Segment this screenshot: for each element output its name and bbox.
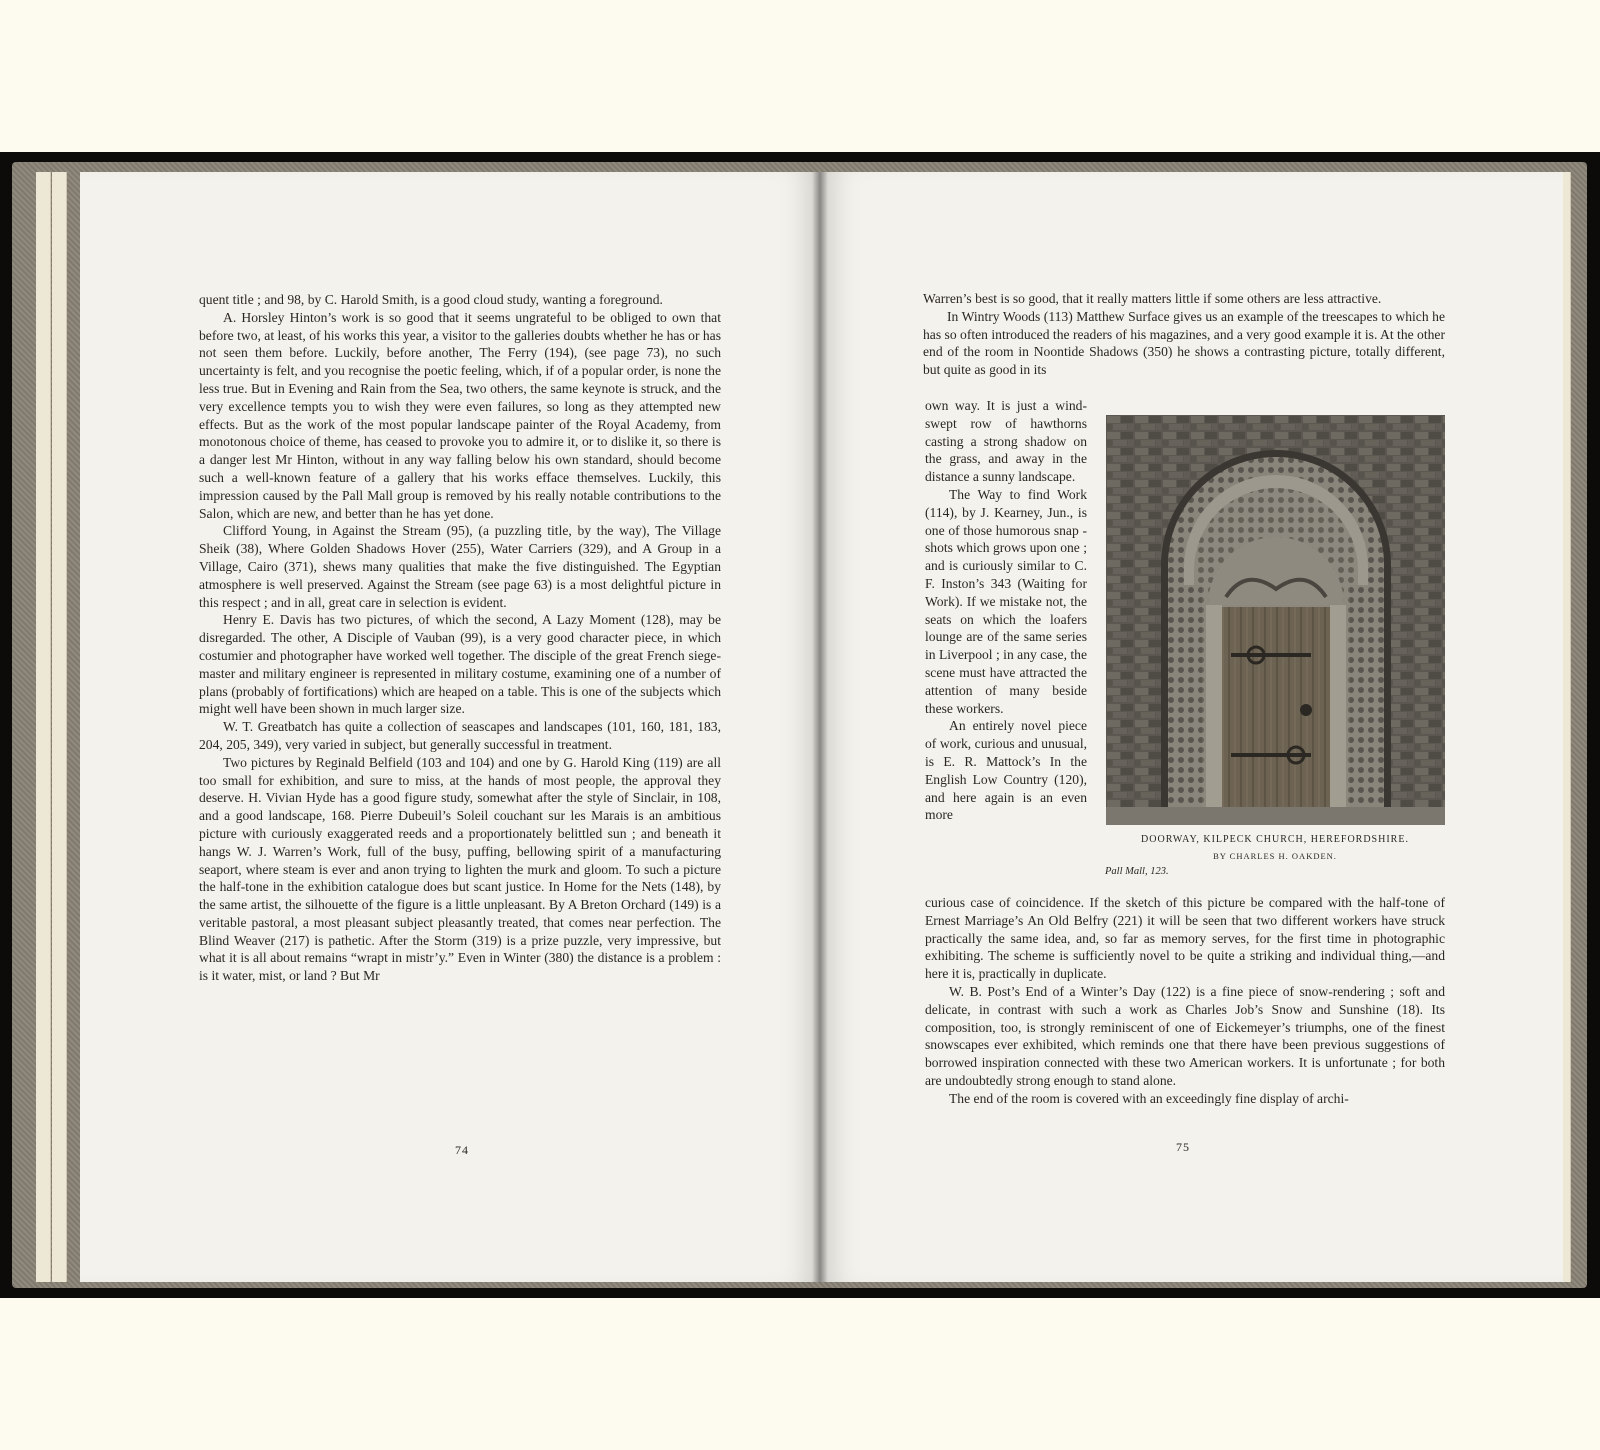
page-edges-left-inner [52, 172, 67, 1282]
paragraph: The Way to find Work (114), by J. Kearney, Jun., is one of those humorous snap - shots which grows upon one ; and is curiously similar to C. F. Inston’s 343 (Waiting for Work). If we mistake not, the seats on which the loafers lounge are of the same series in Liverpool ; in any case, the scene must have attracted the attention of many beside these workers. [925, 486, 1087, 716]
paragraph: Warren’s best is so good, that it really matters little if some others are less attractive. [923, 291, 1382, 306]
paragraph: W. T. Greatbatch has quite a collection of seascapes and landscapes (101, 160, 181, 183, 204, 205, 349), very varied in subject, but generally successful in treatment. [199, 719, 721, 752]
paragraph: curious case of coincidence. If the sketch of this picture be compared with the half-tone of Ernest Marriage’s An Old Belfry (221) it will be seen that two different workers have struck practically the same idea, and, so far as memory serves, for the first time in photographic exhibiting. The scheme is sufficiently novel to be quite a striking and individual thing,—and here it is, practically in duplicate. [925, 895, 1445, 982]
plate-caption-author: BY CHARLES H. OAKDEN. [1213, 851, 1337, 861]
paragraph: Two pictures by Reginald Belfield (103 and 104) and one by G. Harold King (119) are all too small for exhibition, and sure to miss, at the hands of most people, the approval they deserve. H. Vivian Hyde has a good figure study, somewhat after the style of Sinclair, in 108, and a good landscape, 168. Pierre Dubeuil’s Soleil couchant sur les Marais is an ambitious picture with curiously exaggerated reeds and a proportionately belittled sun ; and beneath it hangs W. J. Warren’s Work, full of the busy, puffing, bellowing spirit of a manufacturing seaport, where steam is ever and anon trying to lighten the murk and gloom. To such a picture the half-tone in the exhibition catalogue does but scant justice. In Home for the Nets (148), by the same artist, the silhouette of the figure is a little unpleasant. By A Breton Orchard (149) is a veritable pastoral, a most pleasant subject pleasantly treated, that comes near perfection. The Blind Weaver (217) is pathetic. After the Storm (319) is a prize puzzle, very impressive, but what it is all about remains “wrapt in mistr’y.” Even in Winter (380) the distance is a problem : is it water, mist, or land ? But Mr [199, 754, 721, 984]
right-page-top-text [923, 290, 1445, 379]
left-page-text [199, 291, 721, 985]
right-page-bottom-text [925, 894, 1445, 1108]
plate-credit: Pall Mall, 123. [1105, 866, 1169, 877]
paragraph: An entirely novel piece of work, curious and unusual, is E. R. Mattock’s In the English Low Country (120), and here again is an even more [925, 718, 1087, 823]
paragraph: own way. It is just a wind-swept row of hawthorns casting a strong shadow on the grass, and away in the distance a sunny landscape. [925, 398, 1087, 485]
right-page-narrow-column [925, 397, 1087, 824]
paragraph: Henry E. Davis has two pictures, of which the second, A Lazy Moment (128), may be disregarded. The other, A Disciple of Vauban (99), is a very good character piece, in which costumier and photographer have worked well together. The disciple of the great French siege-master and military engineer is represented in military costume, examining one of a number of plans (probably of fortifications) which are heaped on a table. This is one of the subjects which might well have been shown in much larger size. [199, 612, 721, 717]
paragraph: A. Horsley Hinton’s work is so good that it seems ungrateful to be obliged to own that before two, at least, of his works this year, a visitor to the galleries doubts whether he has or has not seen them before. Luckily, before another, The Ferry (194), (see page 73), no such uncertainty is felt, and you recognise the poetic feeling, which, if of a popular order, is none the less true. But in Evening and Rain from the Sea, two others, the same keynote is struck, and the very excellence tempts you to wish they were even failures, so long as they attempted new effects. But as the work of the most popular landscape painter of the Royal Academy, from monotonous choice of theme, has ceased to provoke you to admire it, or to dislike it, so there is a danger lest Mr Hinton, without in any way falling below his own standard, should become such a well-known feature of a gallery that his works efface themselves. Luckily, this impression caused by the Pall Mall group is removed by his really notable contributions to the Salon, which are new, and better than he has yet done. [199, 309, 721, 521]
paragraph: W. B. Post’s End of a Winter’s Day (122) is a fine piece of snow-rendering ; soft and delicate, in contrast with such a work as Charles Job’s Snow and Sunshine (18). Its composition, too, is strongly reminiscent of one of Eickemeyer’s triumphs, one of the finest snowscapes ever exhibited, which reminds one that there have been previous suggestions of borrowed inspiration connected with these two American workers. It is unfortunate ; for both are undoubtedly strong enough to stand alone. [925, 983, 1445, 1088]
plate-caption-title: DOORWAY, KILPECK CHURCH, HEREFORDSHIRE. [1141, 834, 1409, 845]
doorway-photograph [1106, 415, 1445, 825]
page-number-right: 75 [1176, 1140, 1190, 1154]
paragraph: The end of the room is covered with an exceedingly fine display of archi- [949, 1090, 1349, 1106]
paragraph: quent title ; and 98, by C. Harold Smith, is a good cloud study, wanting a foreground. [199, 292, 663, 307]
book-gutter [812, 172, 828, 1282]
paragraph: Clifford Young, in Against the Stream (95), (a puzzling title, by the way), The Village Sheik (38), Where Golden Shadows Hover (255), Water Carriers (329), and A Group in a Village, Cairo (371), shews many qualities that make the five distinguished. The Egyptian atmosphere is well preserved. Against the Stream (see page 63) is a most delightful picture in this respect ; and in all, great care in selection is evident. [199, 523, 721, 610]
paragraph: In Wintry Woods (113) Matthew Surface gives us an example of the treescapes to which he has so often introduced the readers of his magazines, and a very good example it is. At the other end of the room in Noontide Shadows (350) he shows a contrasting picture, totally different, but quite as good in its [923, 308, 1445, 378]
page-number-left: 74 [455, 1143, 469, 1157]
doorway-illustration [1106, 415, 1445, 825]
page-edges-left [36, 172, 51, 1282]
